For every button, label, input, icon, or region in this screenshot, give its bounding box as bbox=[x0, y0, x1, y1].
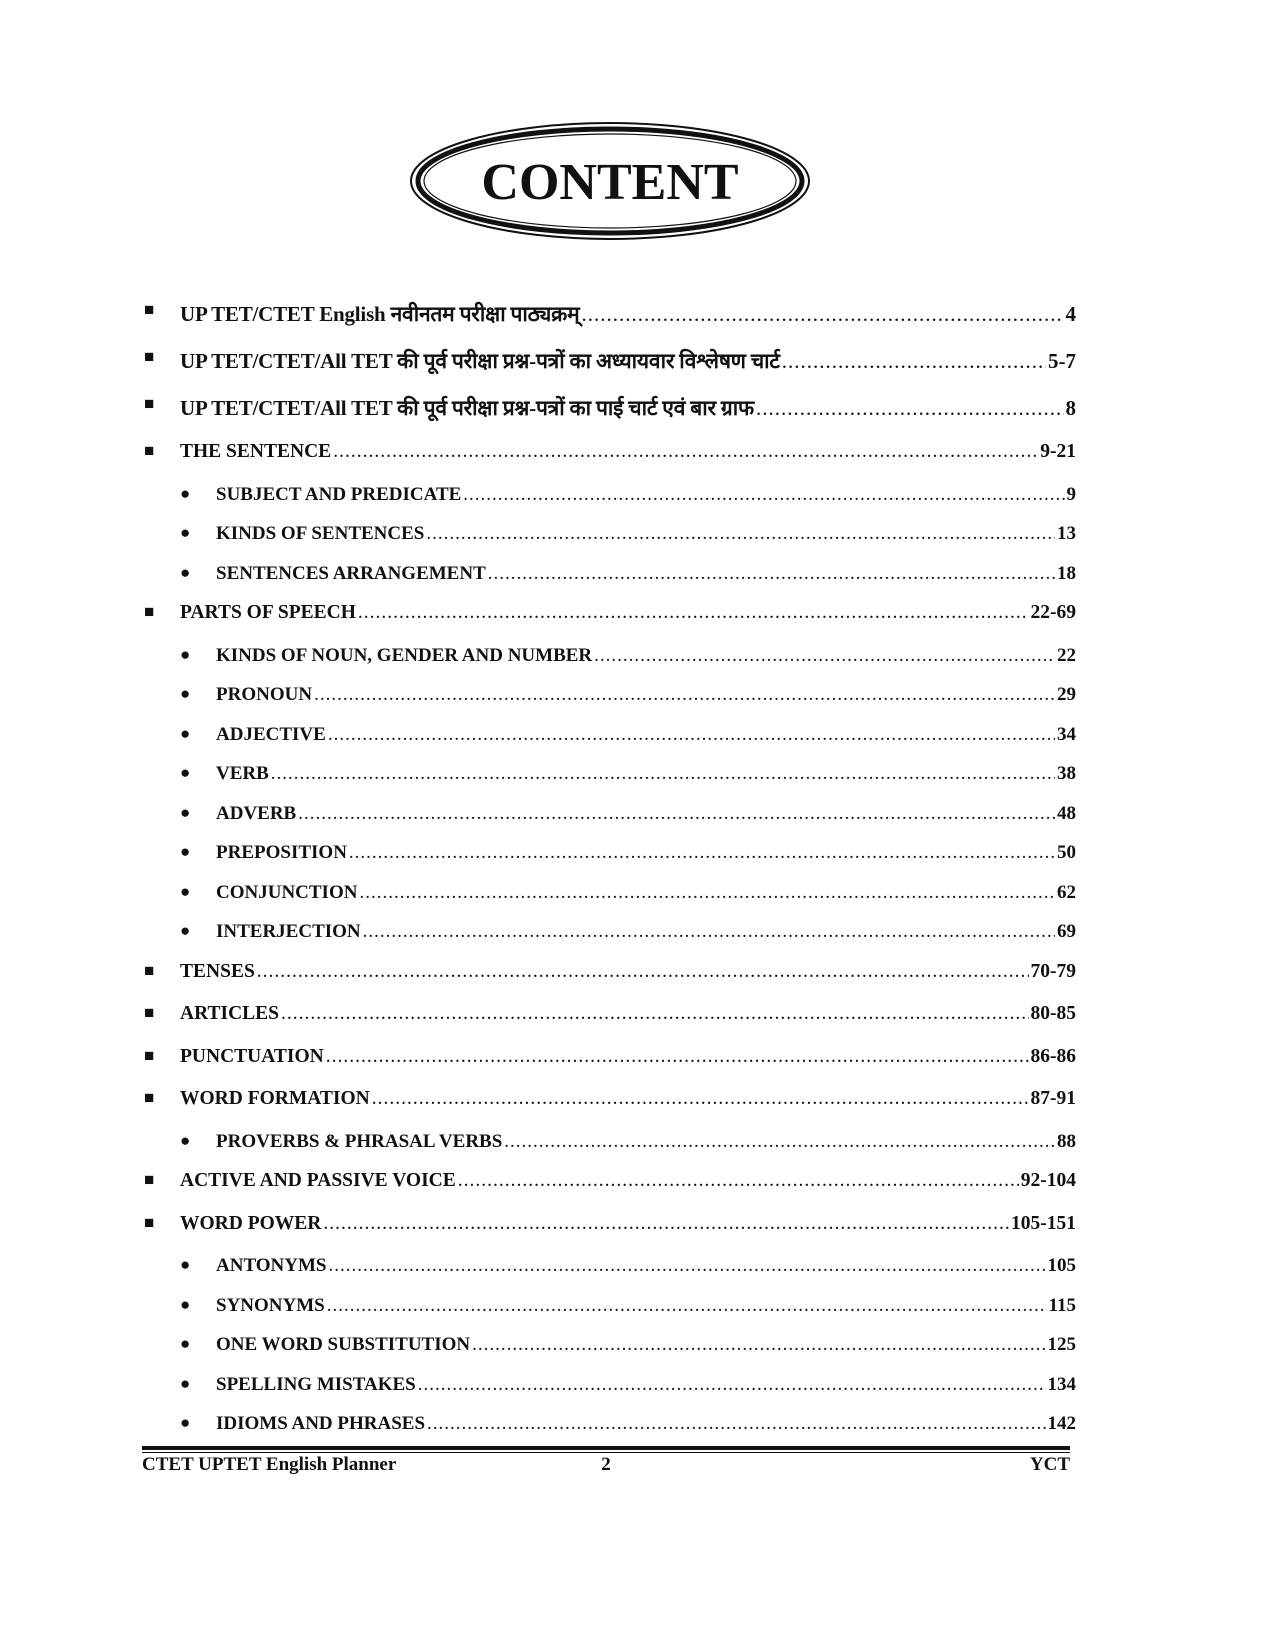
square-bullet-icon: ■ bbox=[144, 347, 155, 366]
footer-page-number: 2 bbox=[601, 1454, 611, 1475]
bullet-dot-icon: ● bbox=[180, 483, 191, 503]
dot-leader bbox=[328, 724, 1055, 746]
square-bullet-icon: ■ bbox=[144, 960, 155, 980]
dot-leader bbox=[427, 1413, 1045, 1435]
toc-subentry bbox=[142, 763, 1076, 803]
toc-subentry bbox=[142, 1334, 1076, 1374]
toc-subentry bbox=[142, 1131, 1076, 1171]
toc-page-number: 13 bbox=[1057, 523, 1076, 544]
toc-entry-title: PUNCTUATION bbox=[180, 1045, 324, 1067]
footer-rule bbox=[142, 1446, 1070, 1450]
dot-leader bbox=[363, 921, 1055, 943]
toc-entry bbox=[142, 1213, 1076, 1256]
bullet-dot-icon: ● bbox=[180, 921, 191, 940]
toc-entry-title: ANTONYMS bbox=[216, 1255, 327, 1276]
toc-subentry bbox=[142, 563, 1076, 603]
dot-leader bbox=[458, 1170, 1019, 1192]
dot-leader bbox=[594, 645, 1055, 667]
toc-page-number: 86-86 bbox=[1030, 1045, 1076, 1067]
bullet-dot-icon: ● bbox=[180, 763, 191, 782]
toc-page-number: 92-104 bbox=[1020, 1170, 1076, 1191]
dot-leader bbox=[358, 602, 1029, 624]
toc-entry-title: ARTICLES bbox=[180, 1003, 280, 1024]
toc-page-number: 115 bbox=[1048, 1294, 1076, 1316]
toc-entry-title: UP TET/CTET/All TET की पूर्व परीक्षा प्रश्न-पत्रों का पाई चार्ट एवं बार ग्राफ bbox=[180, 396, 754, 420]
toc-entry-title: THE SENTENCE bbox=[180, 441, 332, 462]
toc-entry-title: KINDS OF SENTENCES bbox=[216, 523, 425, 544]
dot-leader bbox=[281, 1003, 1028, 1025]
toc-page-number: 69 bbox=[1057, 921, 1076, 942]
toc-entry bbox=[142, 300, 1076, 347]
dot-leader bbox=[257, 961, 1029, 983]
toc-page-number: 87-91 bbox=[1030, 1088, 1076, 1109]
toc-entry bbox=[142, 602, 1076, 645]
dot-leader bbox=[472, 1334, 1045, 1356]
toc-entry-title: SUBJECT AND PREDICATE bbox=[216, 483, 462, 505]
toc-page-number: 34 bbox=[1057, 723, 1076, 745]
toc-entry-title: CONJUNCTION bbox=[216, 881, 358, 903]
toc-page-number: 29 bbox=[1057, 684, 1076, 705]
toc-page-number: 125 bbox=[1047, 1334, 1076, 1355]
toc-page-number: 62 bbox=[1057, 881, 1076, 903]
square-bullet-icon: ■ bbox=[144, 1212, 155, 1232]
footer-rule-thin bbox=[142, 1452, 1070, 1453]
square-bullet-icon: ■ bbox=[144, 1045, 155, 1065]
toc-subentry bbox=[142, 842, 1076, 882]
toc-entry-title: UP TET/CTET English नवीनतम परीक्षा पाठ्यक्रम् bbox=[180, 302, 580, 326]
square-bullet-icon: ■ bbox=[144, 441, 155, 460]
page-heading: CONTENT bbox=[481, 154, 739, 211]
dot-leader bbox=[426, 523, 1055, 545]
square-bullet-icon: ■ bbox=[144, 1088, 155, 1107]
toc-page-number: 22 bbox=[1057, 644, 1076, 666]
bullet-dot-icon: ● bbox=[180, 802, 191, 822]
toc-page-number: 18 bbox=[1057, 562, 1076, 584]
footer-publisher: YCT bbox=[1029, 1454, 1070, 1475]
toc-page-number: 22-69 bbox=[1030, 602, 1076, 623]
toc-page-number: 4 bbox=[1065, 302, 1076, 326]
bullet-dot-icon: ● bbox=[180, 562, 191, 582]
dot-leader bbox=[463, 484, 1064, 506]
dot-leader bbox=[349, 842, 1055, 864]
toc-page-number: 80-85 bbox=[1030, 1003, 1076, 1024]
square-bullet-icon: ■ bbox=[144, 1003, 155, 1022]
toc-subentry bbox=[142, 645, 1076, 685]
toc-subentry bbox=[142, 1374, 1076, 1414]
toc-entry-title: PROVERBS & PHRASAL VERBS bbox=[216, 1130, 503, 1152]
toc-subentry bbox=[142, 803, 1076, 843]
bullet-dot-icon: ● bbox=[180, 1413, 191, 1432]
toc-entry bbox=[142, 394, 1076, 441]
square-bullet-icon: ■ bbox=[144, 394, 155, 413]
dot-leader bbox=[323, 1213, 1009, 1235]
toc-subentry bbox=[142, 1295, 1076, 1335]
toc-entry-title: WORD POWER bbox=[180, 1212, 322, 1234]
toc-entry bbox=[142, 1046, 1076, 1089]
toc-subentry bbox=[142, 882, 1076, 922]
toc-entry bbox=[142, 1170, 1076, 1213]
dot-leader bbox=[782, 349, 1046, 374]
toc-entry-title: SYNONYMS bbox=[216, 1294, 325, 1316]
dot-leader bbox=[372, 1088, 1029, 1110]
toc-entry-title: ONE WORD SUBSTITUTION bbox=[216, 1334, 471, 1355]
bullet-dot-icon: ● bbox=[180, 842, 191, 861]
toc-page-number: 70-79 bbox=[1030, 960, 1076, 982]
toc-entry-title: VERB bbox=[216, 763, 269, 784]
toc-entry bbox=[142, 961, 1076, 1004]
toc-entry bbox=[142, 1003, 1076, 1046]
dot-leader bbox=[333, 441, 1038, 463]
toc-entry-title: UP TET/CTET/All TET की पूर्व परीक्षा प्रश्न-पत्रों का अध्यायवार विश्लेषण चार्ट bbox=[180, 349, 780, 373]
toc-subentry bbox=[142, 921, 1076, 961]
toc-subentry bbox=[142, 484, 1076, 524]
table-of-contents bbox=[142, 300, 1076, 1453]
bullet-dot-icon: ● bbox=[180, 1373, 191, 1393]
toc-entry-title: ACTIVE AND PASSIVE VOICE bbox=[180, 1170, 456, 1191]
dot-leader bbox=[314, 684, 1055, 706]
toc-entry bbox=[142, 347, 1076, 394]
toc-page-number: 142 bbox=[1047, 1413, 1076, 1434]
toc-page-number: 50 bbox=[1057, 842, 1076, 863]
toc-entry bbox=[142, 1088, 1076, 1131]
toc-entry-title: PARTS OF SPEECH bbox=[180, 602, 356, 623]
bullet-dot-icon: ● bbox=[180, 523, 191, 542]
content-title-badge bbox=[408, 118, 812, 244]
toc-entry-title: PRONOUN bbox=[216, 684, 313, 705]
dot-leader bbox=[756, 396, 1064, 421]
toc-entry-title: WORD FORMATION bbox=[180, 1088, 370, 1109]
toc-page-number: 48 bbox=[1057, 802, 1076, 824]
toc-subentry bbox=[142, 684, 1076, 724]
dot-leader bbox=[359, 882, 1055, 904]
toc-page-number: 8 bbox=[1065, 396, 1076, 420]
dot-leader bbox=[298, 803, 1055, 825]
dot-leader bbox=[271, 763, 1055, 785]
toc-entry-title: SENTENCES ARRANGEMENT bbox=[216, 562, 486, 584]
toc-entry-title: SPELLING MISTAKES bbox=[216, 1373, 416, 1395]
footer-book-title: CTET UPTET English Planner bbox=[142, 1454, 397, 1475]
toc-page-number: 9-21 bbox=[1040, 441, 1076, 462]
bullet-dot-icon: ● bbox=[180, 881, 191, 901]
toc-entry-title: KINDS OF NOUN, GENDER AND NUMBER bbox=[216, 644, 593, 666]
bullet-dot-icon: ● bbox=[180, 1334, 191, 1353]
dot-leader bbox=[326, 1046, 1029, 1068]
toc-page-number: 134 bbox=[1047, 1373, 1076, 1395]
toc-page-number: 38 bbox=[1057, 763, 1076, 784]
toc-page-number: 5-7 bbox=[1048, 349, 1076, 373]
page-footer bbox=[142, 1454, 1070, 1480]
bullet-dot-icon: ● bbox=[180, 723, 191, 743]
toc-page-number: 105 bbox=[1047, 1255, 1076, 1276]
toc-entry bbox=[142, 441, 1076, 484]
dot-leader bbox=[581, 302, 1063, 327]
square-bullet-icon: ■ bbox=[144, 1170, 155, 1189]
toc-entry-title: ADVERB bbox=[216, 802, 297, 824]
dot-leader bbox=[329, 1255, 1046, 1277]
toc-entry-title: INTERJECTION bbox=[216, 921, 361, 942]
toc-subentry bbox=[142, 523, 1076, 563]
toc-page-number: 105-151 bbox=[1011, 1212, 1076, 1234]
bullet-dot-icon: ● bbox=[180, 684, 191, 703]
square-bullet-icon: ■ bbox=[144, 300, 155, 319]
toc-subentry bbox=[142, 724, 1076, 764]
square-bullet-icon: ■ bbox=[144, 602, 155, 621]
dot-leader bbox=[504, 1131, 1055, 1153]
toc-entry-title: TENSES bbox=[180, 960, 255, 982]
toc-page-number: 88 bbox=[1057, 1130, 1076, 1152]
toc-entry-title: ADJECTIVE bbox=[216, 723, 326, 745]
toc-page-number: 9 bbox=[1066, 483, 1076, 505]
toc-entry-title: IDIOMS AND PHRASES bbox=[216, 1413, 426, 1434]
bullet-dot-icon: ● bbox=[180, 644, 191, 664]
dot-leader bbox=[488, 563, 1055, 585]
toc-entry-title: PREPOSITION bbox=[216, 842, 347, 863]
bullet-dot-icon: ● bbox=[180, 1255, 191, 1274]
dot-leader bbox=[327, 1295, 1047, 1317]
toc-subentry bbox=[142, 1255, 1076, 1295]
dot-leader bbox=[418, 1374, 1046, 1396]
bullet-dot-icon: ● bbox=[180, 1130, 191, 1150]
bullet-dot-icon: ● bbox=[180, 1294, 191, 1314]
